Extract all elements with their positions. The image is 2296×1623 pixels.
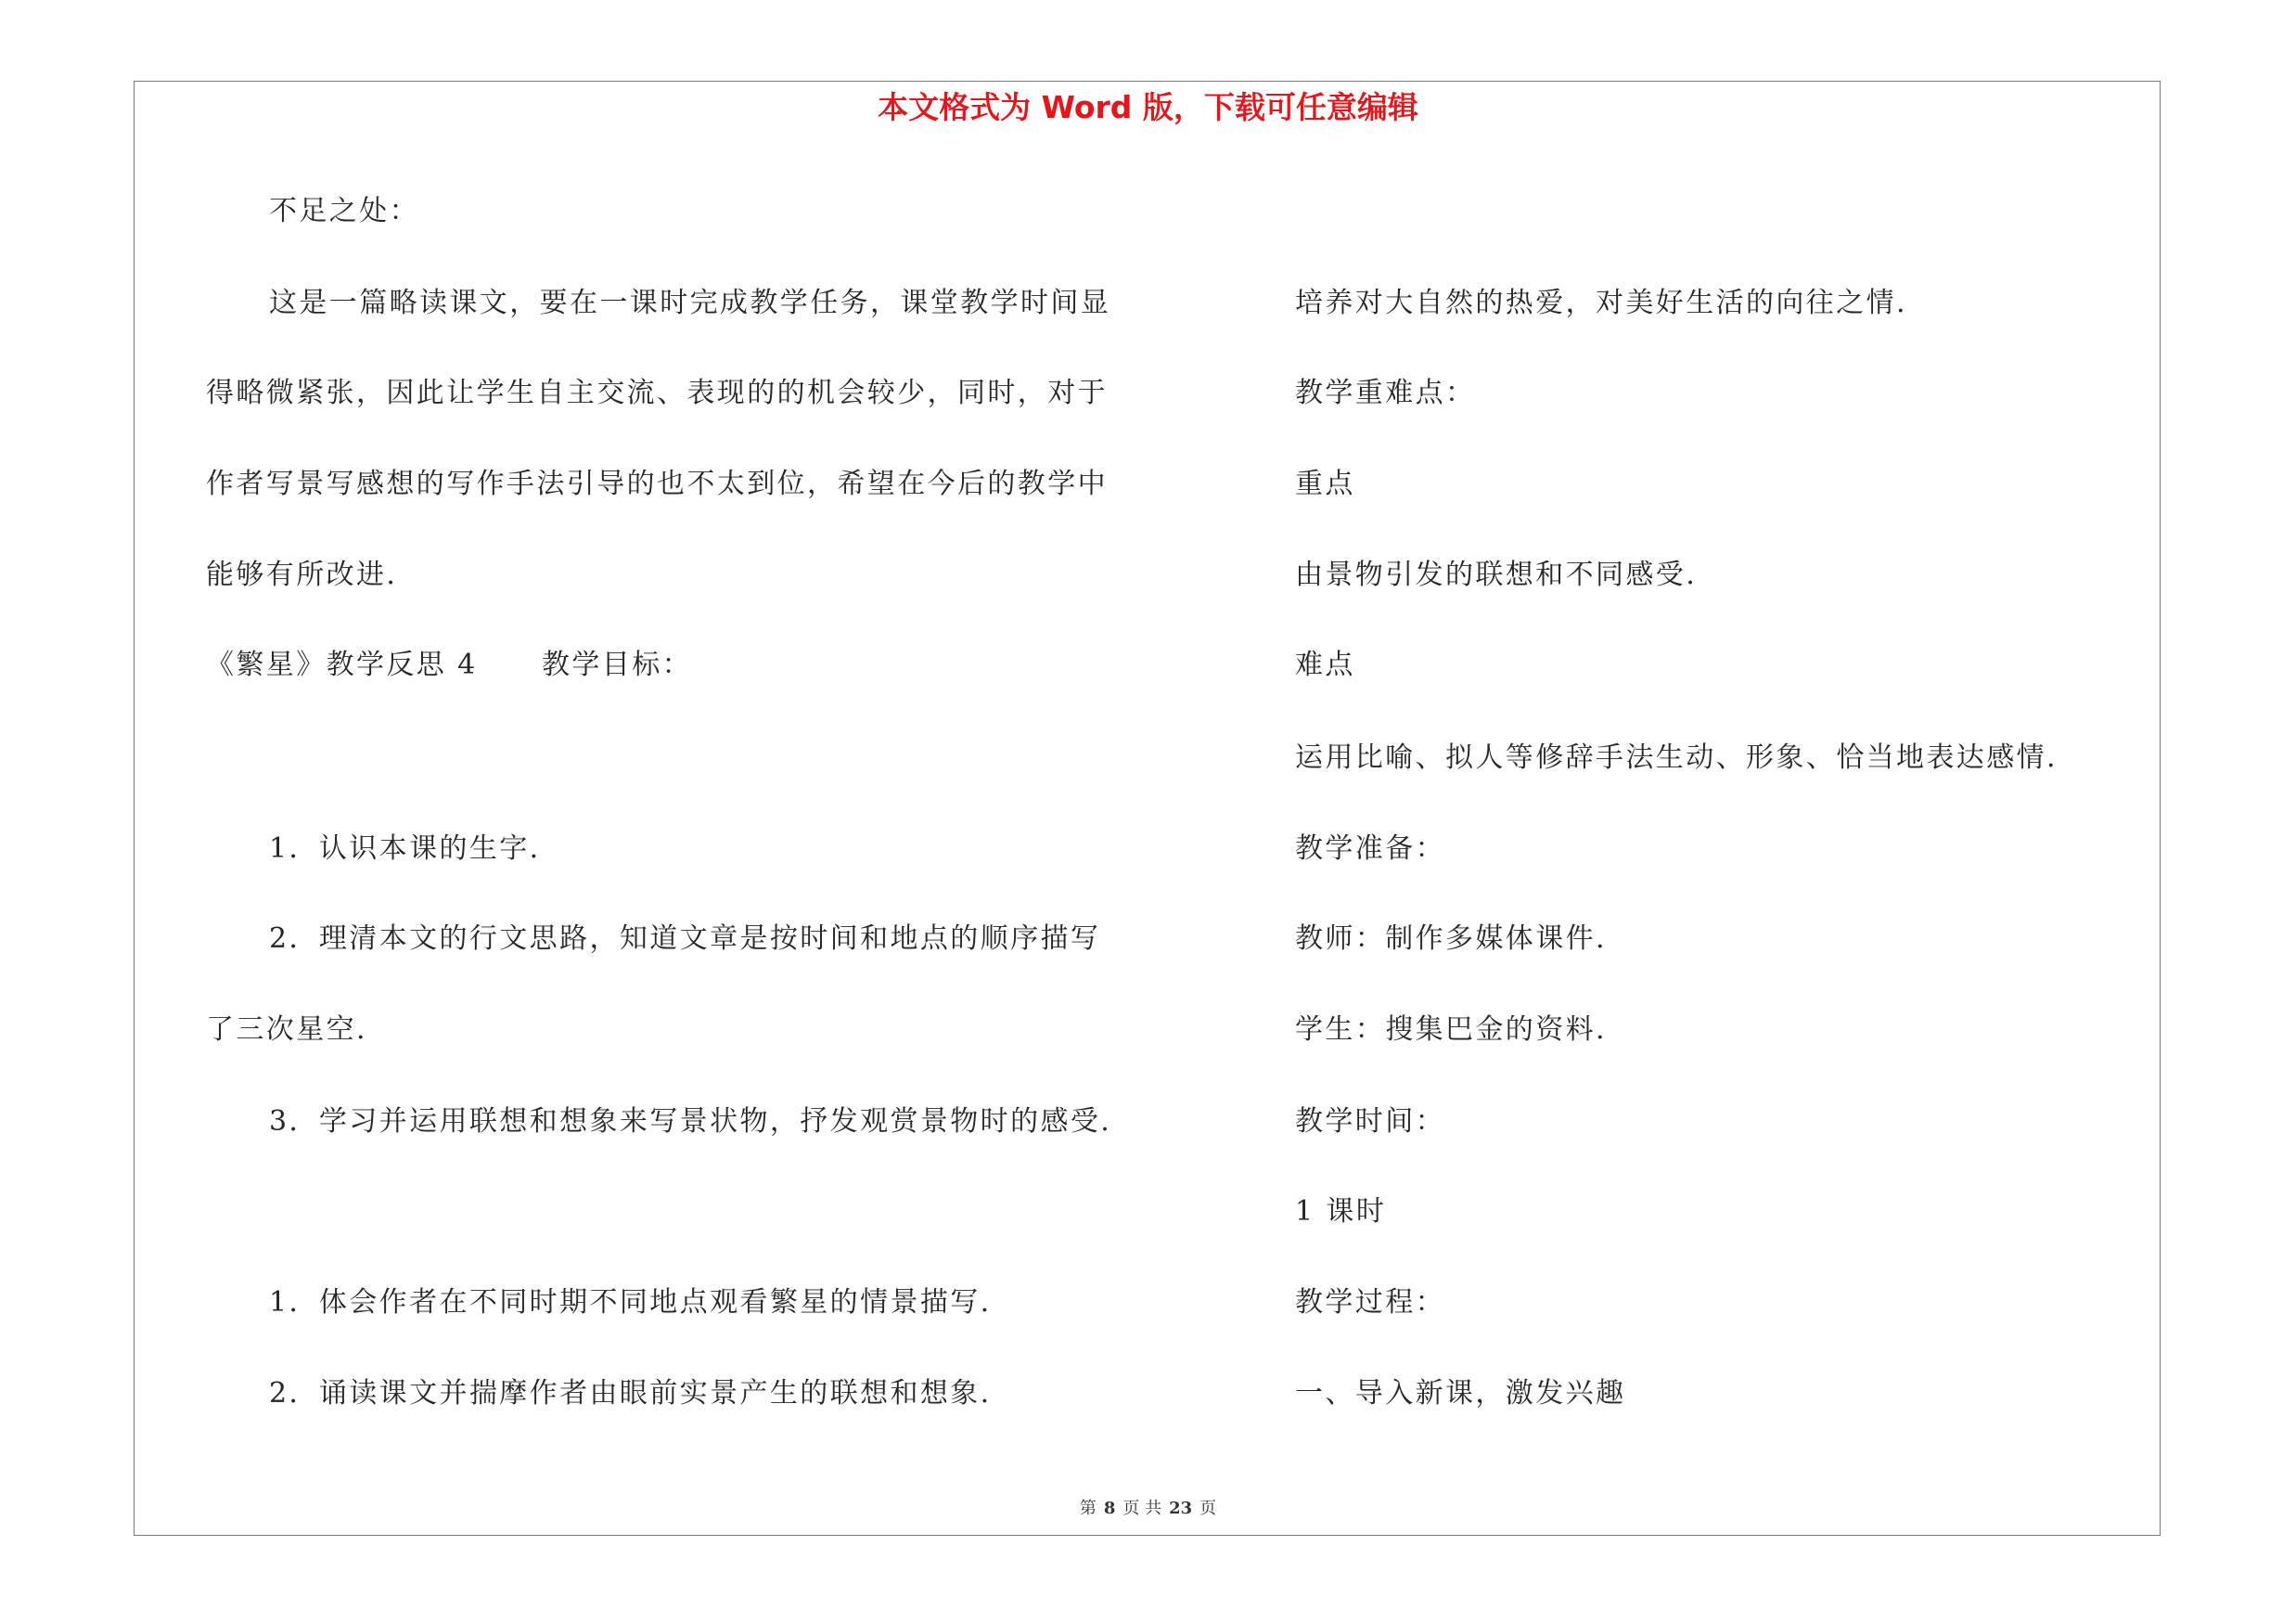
paragraph-line: 由景物引发的联想和不同感受. [1295,559,1698,591]
paragraph-line: 培养对大自然的热爱，对美好生活的向往之情. [1295,287,1907,319]
paragraph-line: 不足之处： [269,195,419,227]
paragraph-line: 作者写景写感想的写作手法引导的也不太到位，希望在今后的教学中 [206,468,1108,500]
footer-text: 第 [1079,1499,1097,1518]
paragraph-line: 能够有所改进. [206,559,398,591]
paragraph-line: 一、导入新课，激发兴趣 [1295,1377,1626,1410]
objective-line: 3．学习并运用联想和想象来写景状物，抒发观赏景物时的感受. [269,1105,1112,1138]
subheading: 教学重难点： [1295,377,1476,409]
total-pages-number: 23 [1169,1499,1193,1518]
subheading: 教学准备： [1295,832,1445,865]
footer-text: 页 共 [1122,1499,1162,1518]
paragraph-line: 1 课时 [1295,1195,1387,1228]
page-number-footer [0,1498,2296,1520]
objective-line: 1．认识本课的生字. [269,832,541,865]
objective-line: 2．理清本文的行文思路，知道文章是按时间和地点的顺序描写 [269,922,1101,955]
key-point-line: 1．体会作者在不同时期不同地点观看繁星的情景描写. [269,1286,992,1319]
paragraph-line: 得略微紧张，因此让学生自主交流、表现的的机会较少，同时，对于 [206,377,1108,409]
subheading: 重点 [1295,468,1355,500]
document-header-notice: 本文格式为 Word 版，下载可任意编辑 [878,89,1418,125]
subheading: 教学过程： [1295,1286,1445,1319]
footer-text: 页 [1199,1499,1217,1518]
subheading: 难点 [1295,649,1355,681]
paragraph-line: 教师：制作多媒体课件. [1295,922,1607,955]
subheading: 教学时间： [1295,1105,1445,1138]
objectives-heading: 教学目标： [542,649,692,681]
paragraph-line: 学生：搜集巴金的资料. [1295,1013,1607,1046]
key-point-line: 2．诵读课文并揣摩作者由眼前实景产生的联想和想象. [269,1377,992,1410]
section-title: 《繁星》教学反思 4 [206,649,478,681]
paragraph-line: 运用比喻、拟人等修辞手法生动、形象、恰当地表达感情. [1295,741,2058,774]
objective-line: 了三次星空. [206,1013,367,1046]
paragraph-line: 这是一篇略读课文，要在一课时完成教学任务，课堂教学时间显 [269,287,1111,319]
current-page-number: 8 [1103,1499,1116,1518]
